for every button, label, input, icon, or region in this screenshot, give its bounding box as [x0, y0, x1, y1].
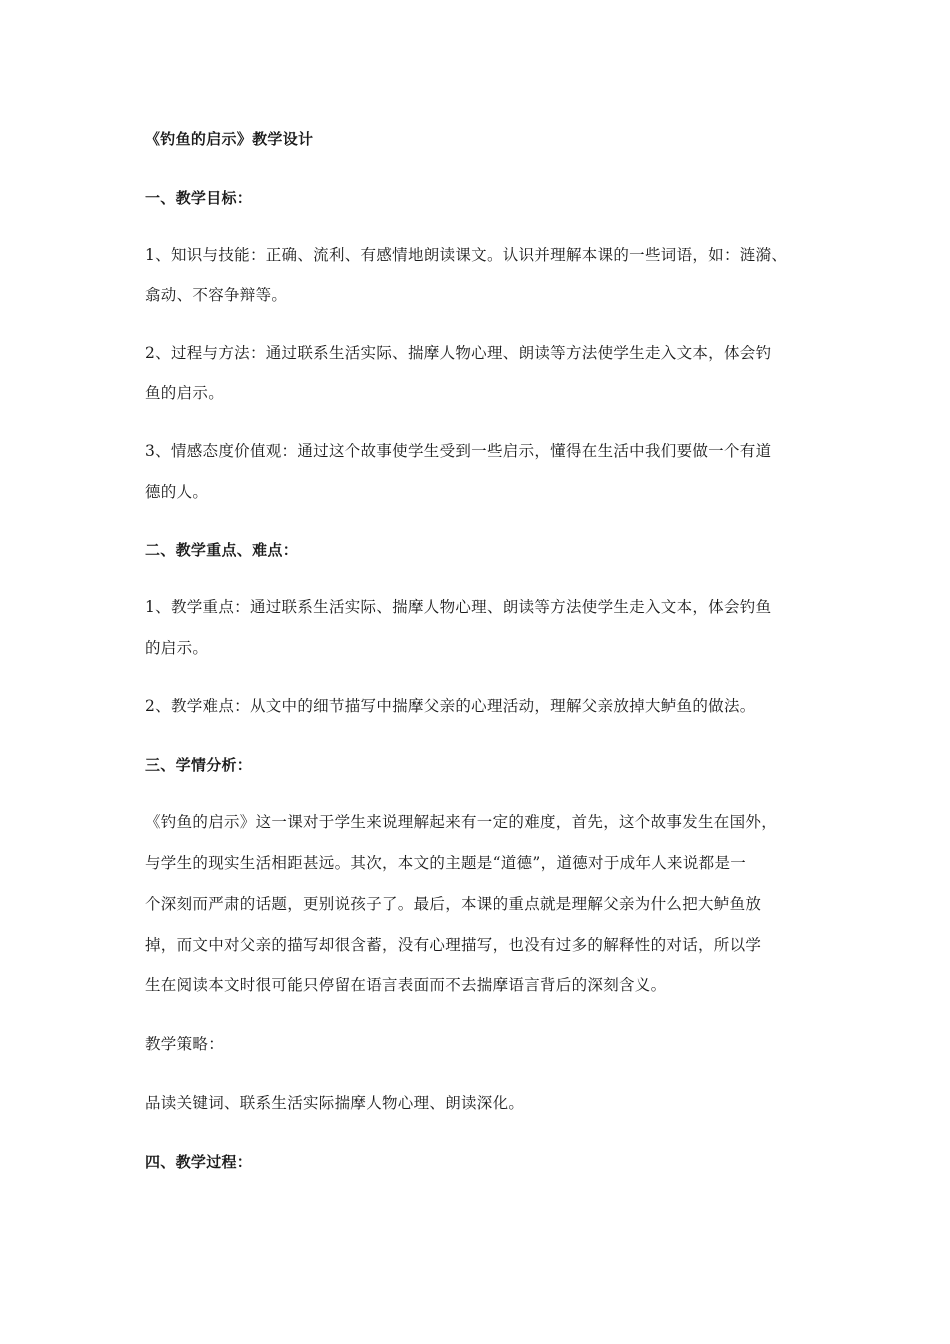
strategy-text: 品读关键词、联系生活实际揣摩人物心理、朗读深化。	[145, 1094, 525, 1112]
section-heading-process: 四、教学过程：	[145, 1153, 253, 1171]
section-heading-objectives: 一、教学目标：	[145, 189, 253, 207]
key-point-1-line-2: 的启示。	[145, 639, 209, 657]
analysis-line-2: 与学生的现实生活相距甚远。其次，本文的主题是“道德”，道德对于成年人来说都是一	[145, 854, 747, 872]
analysis-line-5: 生在阅读本文时很可能只停留在语言表面而不去揣摩语言背后的深刻含义。	[145, 976, 667, 994]
key-point-1-line-1: 1、教学重点：通过联系生活实际、揣摩人物心理、朗读等方法使学生走入文本，体会钓鱼	[145, 598, 772, 616]
analysis-line-1: 《钓鱼的启示》这一课对于学生来说理解起来有一定的难度，首先，这个故事发生在国外，	[145, 813, 778, 831]
document-title: 《钓鱼的启示》教学设计	[145, 130, 314, 148]
section-heading-analysis: 三、学情分析：	[145, 756, 253, 774]
objective-3-line-1: 3、情感态度价值观：通过这个故事使学生受到一些启示，懂得在生活中我们要做一个有道	[145, 442, 772, 460]
objective-3-line-2: 德的人。	[145, 483, 209, 501]
analysis-line-3: 个深刻而严肃的话题，更别说孩子了。最后，本课的重点就是理解父亲为什么把大鲈鱼放	[145, 895, 762, 913]
objective-2-line-2: 鱼的启示。	[145, 384, 225, 402]
objective-2-line-1: 2、过程与方法：通过联系生活实际、揣摩人物心理、朗读等方法使学生走入文本，体会钓	[145, 344, 772, 362]
analysis-line-4: 掉，而文中对父亲的描写却很含蓄，没有心理描写，也没有过多的解释性的对话，所以学	[145, 936, 762, 954]
section-heading-key-points: 二、教学重点、难点：	[145, 541, 299, 559]
key-point-2-line-1: 2、教学难点：从文中的细节描写中揣摩父亲的心理活动，理解父亲放掉大鲈鱼的做法。	[145, 697, 756, 715]
objective-1-line-1: 1、知识与技能：正确、流利、有感情地朗读课文。认识并理解本课的一些词语，如：涟漪、	[145, 246, 788, 264]
strategy-label: 教学策略：	[145, 1035, 225, 1053]
objective-1-line-2: 翕动、不容争辩等。	[145, 286, 288, 304]
